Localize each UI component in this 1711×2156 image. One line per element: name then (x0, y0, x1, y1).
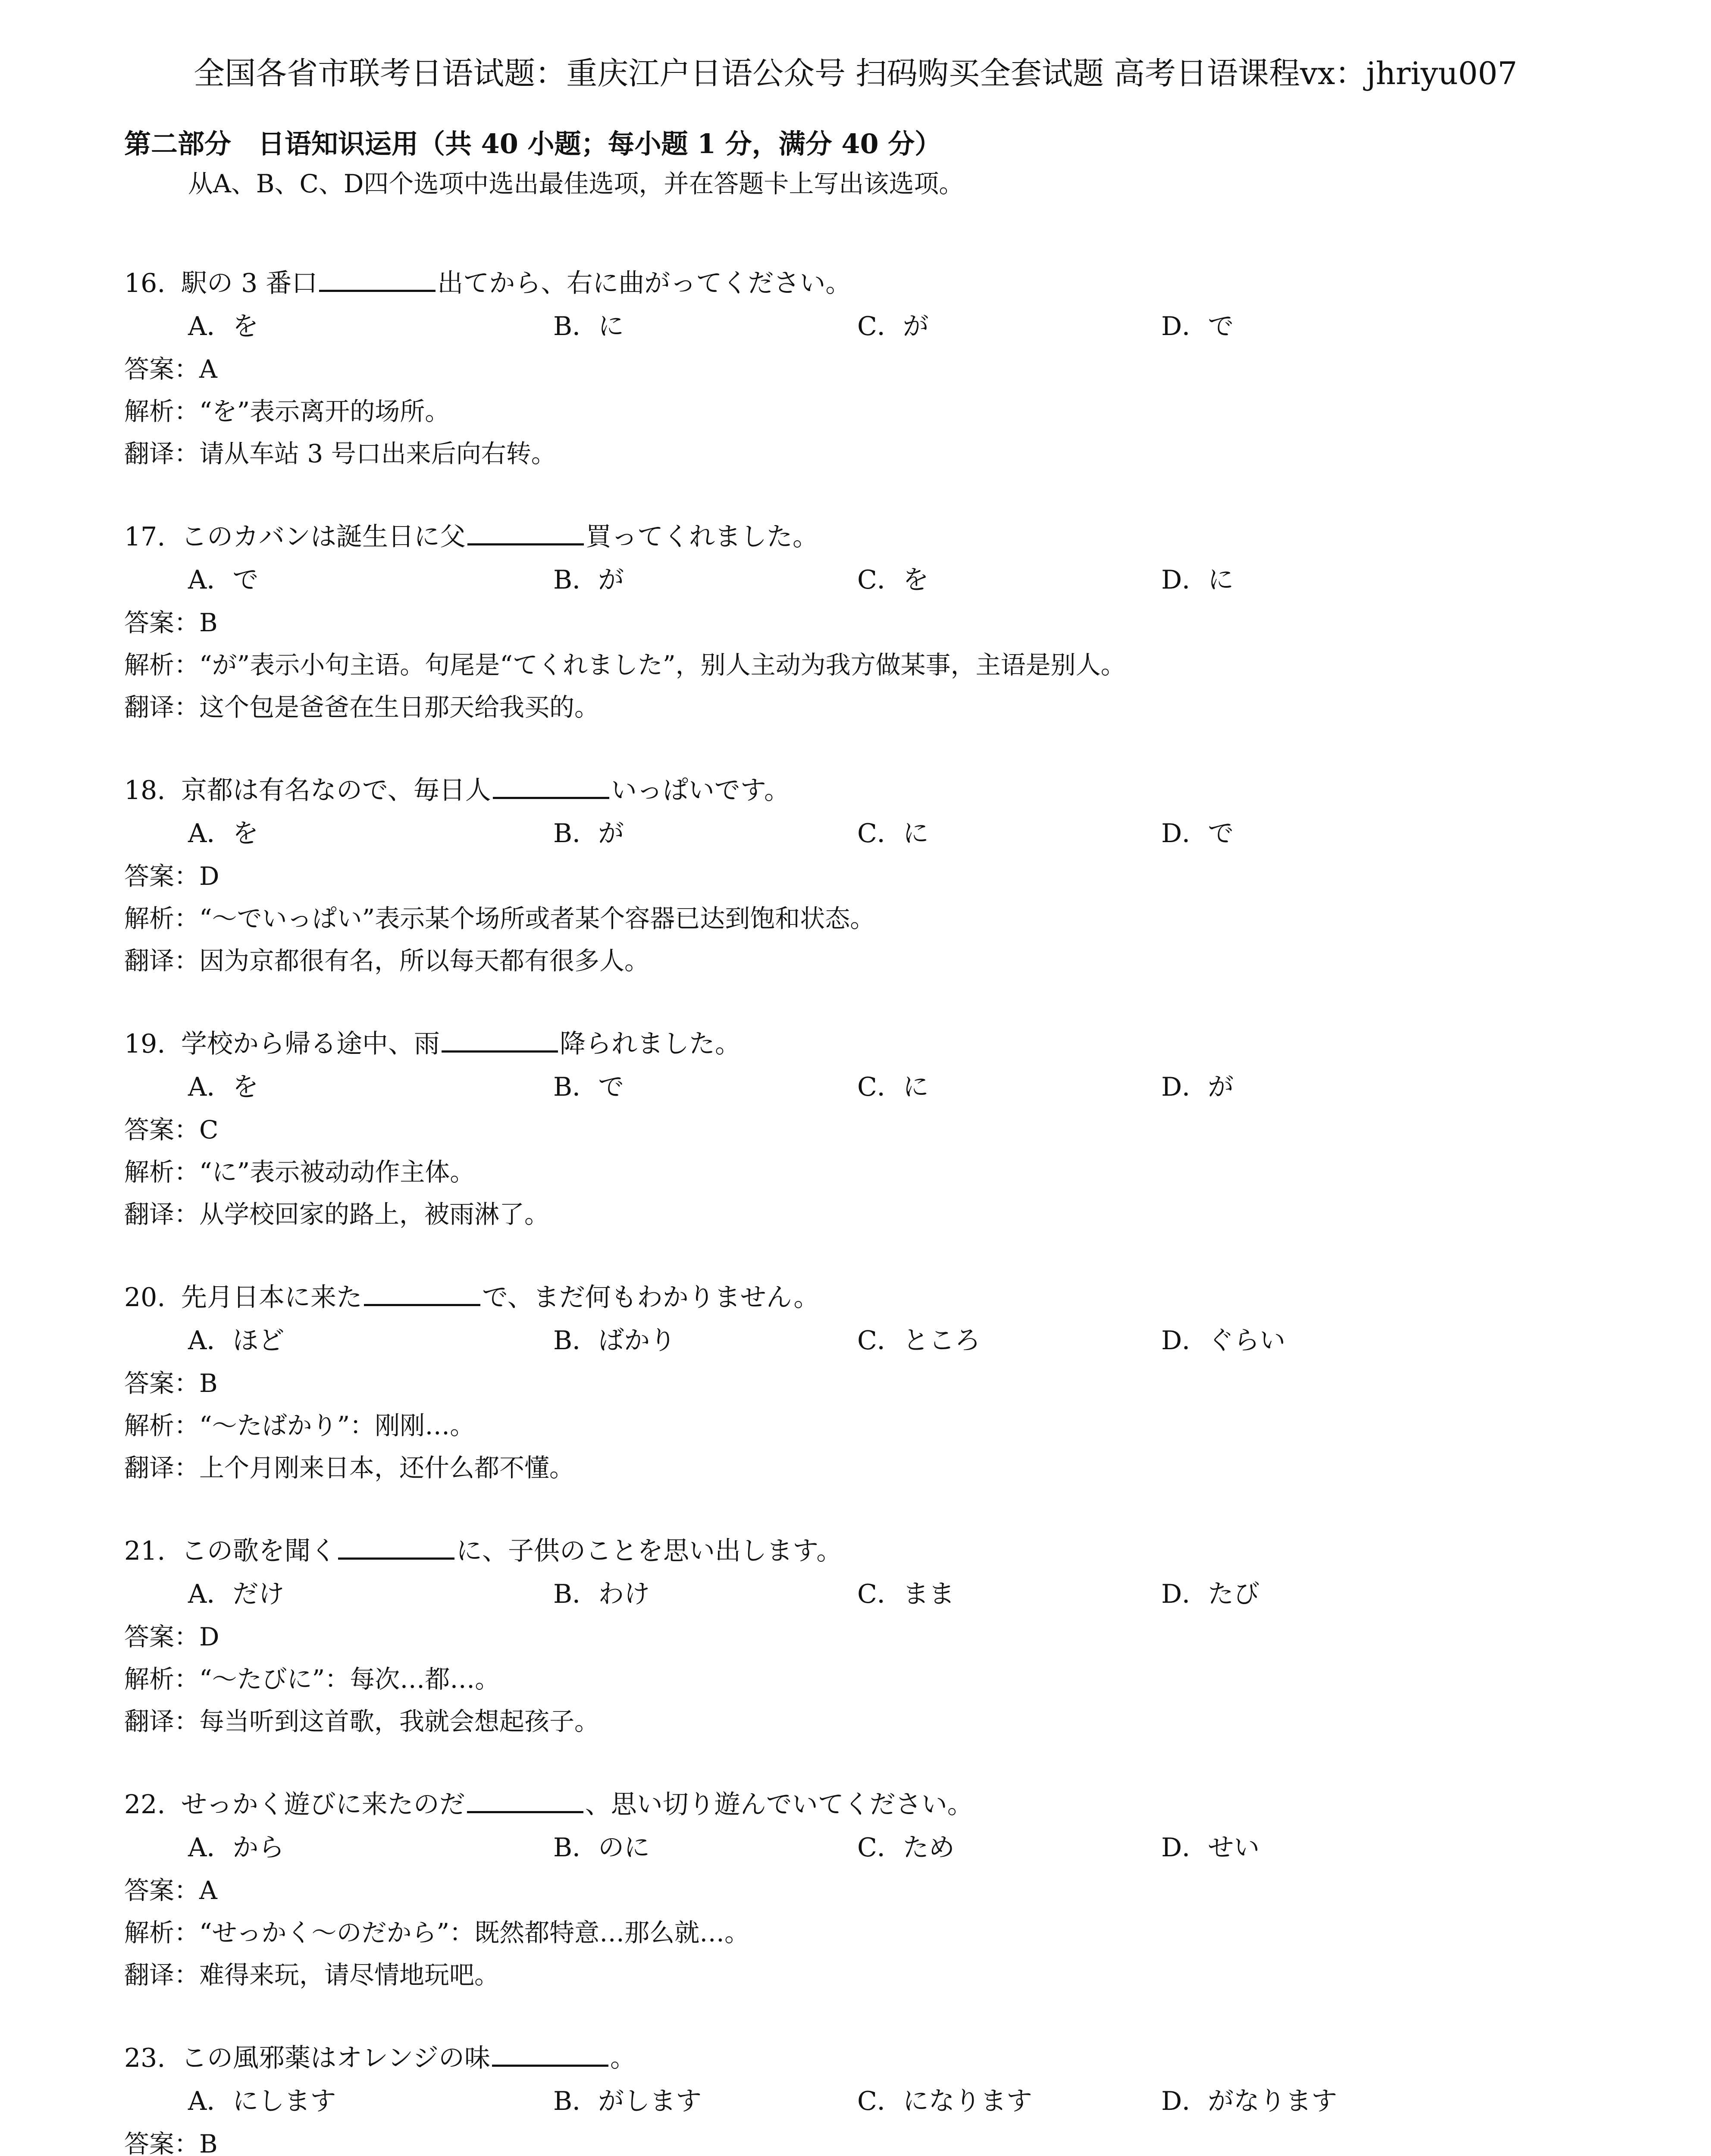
question-text-before: この歌を聞く (181, 1536, 336, 1566)
question-text-after: で、まだ何もわかりません。 (482, 1282, 820, 1313)
translation-line: 翻译：上个月刚来日本，还什么都不懂。 (124, 1453, 575, 1482)
option-a: A．で (188, 565, 259, 595)
option-row (124, 1826, 1633, 1869)
question-text-before: 学校から帰る途中、雨 (181, 1029, 440, 1059)
option-d: D．で (1161, 311, 1234, 342)
question-text-before: 先月日本に来た (181, 1282, 362, 1313)
question-stem (124, 262, 1633, 305)
option-b: B．が (553, 818, 624, 849)
question-number: 18. (124, 775, 166, 805)
option-d: D．が (1161, 1072, 1234, 1102)
option-a: A．だけ (188, 1579, 285, 1609)
question-text-after: 出てから、右に曲がってください。 (437, 268, 852, 298)
translation-line: 翻译：难得来玩，请尽情地玩吧。 (124, 1960, 500, 1990)
section-instruction: 从A、B、C、D四个选项中选出最佳选项，并在答题卡上写出该选项。 (188, 169, 964, 198)
translation-line: 翻译：从学校回家的路上，被雨淋了。 (124, 1200, 550, 1229)
question-stem (124, 1022, 1633, 1065)
option-d: D．に (1161, 565, 1234, 595)
question-text-before: 駅の 3 番口 (181, 268, 318, 298)
question-text-before: せっかく遊びに来たのだ (181, 1789, 465, 1820)
answer-line: 答案：B (124, 608, 218, 637)
option-a: A．を (188, 311, 259, 342)
answer-blank (493, 771, 609, 799)
answer-line: 答案：A (124, 354, 217, 384)
option-c: C．ところ (857, 1326, 981, 1356)
question-item (124, 1022, 1633, 1276)
option-d: D．で (1161, 818, 1234, 849)
option-row (124, 2080, 1633, 2123)
option-row (124, 812, 1633, 855)
option-d: D．せい (1161, 1833, 1260, 1863)
answer-blank (319, 264, 436, 292)
section-title: 第二部分 日语知识运用（共 40 小题；每小题 1 分，满分 40 分） (124, 128, 942, 160)
question-item (124, 1276, 1633, 1529)
question-item (124, 1783, 1633, 2037)
analysis-line: 解析：“～たばかり”：刚刚…。 (124, 1411, 475, 1440)
translation-line: 翻译：每当听到这首歌，我就会想起孩子。 (124, 1707, 600, 1736)
question-number: 19. (124, 1029, 166, 1059)
question-text-after: に、子供のことを思い出します。 (456, 1536, 843, 1566)
question-text-before: 京都は有名なので、毎日人 (181, 775, 491, 805)
analysis-line: 解析：“が”表示小句主语。句尾是“てくれました”，别人主动为我方做某事，主语是别人。 (124, 650, 1126, 680)
answer-line: 答案：D (124, 862, 219, 891)
option-c: C．に (857, 1072, 929, 1102)
analysis-line: 解析：“せっかく～のだから”：既然都特意…那么就…。 (124, 1918, 750, 1947)
analysis-line: 解析：“～でいっぱい”表示某个场所或者某个容器已达到饱和状态。 (124, 904, 875, 933)
answer-line: 答案：B (124, 2129, 218, 2156)
option-b: B．のに (553, 1833, 650, 1863)
question-list (124, 262, 1633, 2156)
question-stem (124, 1529, 1633, 1573)
answer-blank (442, 1025, 558, 1053)
answer-line: 答案：D (124, 1622, 219, 1651)
option-row (124, 1065, 1633, 1109)
question-stem (124, 515, 1633, 558)
option-c: C．まま (857, 1579, 955, 1609)
question-text-after: 買ってくれました。 (586, 522, 818, 552)
option-row (124, 558, 1633, 602)
answer-blank (364, 1278, 480, 1306)
analysis-line: 解析：“～たびに”：每次…都…。 (124, 1664, 500, 1694)
question-text-after: 降られました。 (560, 1029, 741, 1059)
option-b: B．が (553, 565, 624, 595)
option-a: A．ほど (188, 1326, 285, 1356)
watermark-header: 全国各省市联考日语试题：重庆江户日语公众号 扫码购买全套试题 高考日语课程vx：jhriyu007 (194, 55, 1517, 91)
answer-line: 答案：B (124, 1369, 218, 1398)
question-text-after: 。 (610, 2043, 636, 2073)
translation-line: 翻译：请从车站 3 号口出来后向右转。 (124, 439, 556, 468)
option-a: A．を (188, 818, 259, 849)
question-text-after: いっぱいです。 (611, 775, 790, 805)
question-number: 20. (124, 1282, 166, 1313)
option-a: A．にします (188, 2086, 336, 2116)
translation-line: 翻译：这个包是爸爸在生日那天给我买的。 (124, 693, 600, 722)
question-number: 21. (124, 1536, 166, 1566)
question-item (124, 769, 1633, 1022)
question-number: 22. (124, 1789, 166, 1820)
answer-line: 答案：A (124, 1876, 217, 1905)
option-d: D．ぐらい (1161, 1326, 1286, 1356)
answer-blank (467, 1785, 583, 1813)
translation-line: 翻译：因为京都很有名，所以每天都有很多人。 (124, 946, 650, 975)
option-row (124, 1319, 1633, 1362)
option-b: B．に (553, 311, 624, 342)
question-text-after: 、思い切り遊んでいてください。 (585, 1789, 973, 1820)
option-row (124, 1573, 1633, 1616)
question-stem (124, 769, 1633, 812)
analysis-line: 解析：“を”表示离开的场所。 (124, 397, 450, 426)
section-heading (124, 124, 1590, 204)
option-c: C．を (857, 565, 929, 595)
question-item (124, 2037, 1633, 2156)
question-stem (124, 1276, 1633, 1319)
option-d: D．がなります (1161, 2086, 1338, 2116)
answer-blank (467, 517, 584, 545)
answer-line: 答案：C (124, 1115, 219, 1144)
option-a: A．から (188, 1833, 285, 1863)
option-row (124, 305, 1633, 348)
option-d: D．たび (1161, 1579, 1260, 1609)
question-item (124, 515, 1633, 769)
question-number: 17. (124, 522, 166, 552)
option-c: C．になります (857, 2086, 1032, 2116)
question-stem (124, 1783, 1633, 1826)
analysis-line: 解析：“に”表示被动动作主体。 (124, 1157, 475, 1187)
answer-blank (338, 1532, 454, 1560)
option-b: B．ばかり (553, 1326, 676, 1356)
option-c: C．に (857, 818, 929, 849)
option-b: B．がします (553, 2086, 702, 2116)
question-text-before: この風邪薬はオレンジの味 (181, 2043, 490, 2073)
question-text-before: このカバンは誕生日に父 (181, 522, 466, 552)
option-c: C．が (857, 311, 929, 342)
option-a: A．を (188, 1072, 259, 1102)
option-c: C．ため (857, 1833, 955, 1863)
question-item (124, 262, 1633, 515)
question-number: 16. (124, 268, 166, 298)
answer-blank (492, 2039, 608, 2067)
question-stem (124, 2037, 1633, 2080)
option-b: B．わけ (553, 1579, 650, 1609)
option-b: B．で (553, 1072, 624, 1102)
question-number: 23. (124, 2043, 166, 2073)
question-item (124, 1529, 1633, 1783)
